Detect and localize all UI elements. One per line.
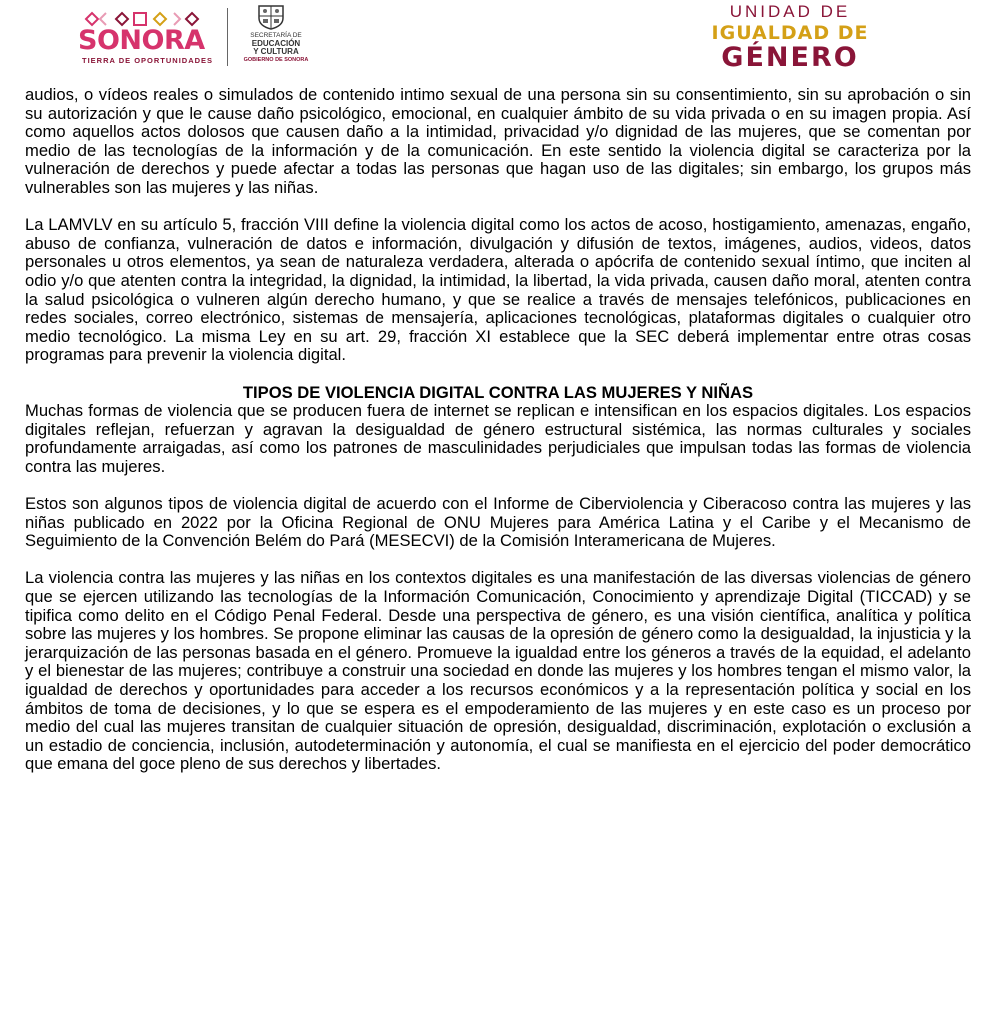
paragraph-spacer xyxy=(25,551,971,570)
paragraph-1: audios, o vídeos reales o simulados de contenido intimo sexual de una persona sin su consentimiento, sin su aprobación o sin su autorización y que le cause daño psicológico, emocional, en cualquier ámbito de su vida privada o en su imagen propia. Así como aquellos actos dolosos que causen daño a la intimidad, privacidad y/o dignidad de las mujeres, que se comentan por medio de las tecnologías de la información y de la comunicación. En este sentido la violencia digital se caracteriza por la vulneración de derechos y puede afectar a todas las personas que hagan uso de las digitales; sin embargo, los grupos más vulnerables son las mujeres y las niñas. xyxy=(25,85,971,197)
paragraph-5: La violencia contra las mujeres y las niñas en los contextos digitales es una manifestación de las diversas violencias de género que se ejercen utilizando las tecnologías de la Información Comunicación, Conocimiento y aprendizaje Digital (TICCAD) y se tipifica como delito en el Código Penal Federal. Desde una perspectiva de género, es una visión científica, analítica y política sobre las mujeres y los hombres. Se propone eliminar las causas de la opresión de género como la desigualdad, la injusticia y la jerarquización de las personas basada en el género. Promueve la igualdad entre los géneros a través de la equidad, el adelanto y el bienestar de las mujeres; contribuye a construir una sociedad en donde las mujeres y los hombres tengan el mismo valor, la igualdad de derechos y oportunidades para acceder a los recursos económicos y a la representación política y social en los ámbitos de toma de decisiones, y lo que se espera es el empoderamiento de las mujeres y en este caso es un proceso por medio del cual las mujeres transitan de cualquier situación de opresión, desigualdad, discriminación, explotación o exclusión a un estadio de conciencia, inclusión, autodeterminación y autonomía, el cual se manifiesta en el ejercicio del poder democrático que emana del goce pleno de sus derechos y libertades. xyxy=(25,568,971,774)
header-divider xyxy=(227,8,228,66)
sec-line-1: SECRETARÍA DE xyxy=(250,32,302,39)
paragraph-4: Estos son algunos tipos de violencia digital de acuerdo con el Informe de Ciberviolencia y Ciberacoso contra las mujeres y las niñas publicado en 2022 por la Oficina Regional de ONU Mujeres para América Latina y el Caribe y el Mecanismo de Seguimiento de la Convención Belém do Pará (MESECVI) de la Comisión Interamericana de Mujeres. xyxy=(25,494,971,551)
igualdad-genero-logo xyxy=(680,2,900,72)
paragraph-spacer xyxy=(25,365,971,384)
igualdad-logo-line-2: IGUALDAD DE xyxy=(711,22,869,44)
sec-line-2: EDUCACIÓN xyxy=(251,39,301,48)
sec-logo xyxy=(236,4,316,70)
paragraph-2: La LAMVLV en su artículo 5, fracción VIII define la violencia digital como los actos de acoso, hostigamiento, amenazas, engaño, abuso de confianza, vulneración de datos e información, divulgación y difusión de textos, imágenes, audios, videos, datos personales u otros elementos, ya sean de naturaleza verdadera, alterada o apócrifa de contenido sexual íntimo, que inciten al odio y/o que atenten contra la integridad, la dignidad, la intimidad, la libertad, la vida privada, causen daño moral, atenten contra la salud psicológica o vulneren algún derecho humano, y que se realice a través de mensajes telefónicos, publicaciones en redes sociales, correo electrónico, sistemas de mensajería, aplicaciones tecnológicas, plataformas digitales o cualquier otro medio tecnológico. La misma Ley en su art. 29, fracción XI establece que la SEC deberá implementar entre otras cosas programas para prevenir la violencia digital. xyxy=(25,215,971,365)
sonora-tagline: TIERRA DE OPORTUNIDADES xyxy=(82,56,214,65)
sec-line-3: Y CULTURA xyxy=(253,47,299,56)
paragraph-3: Muchas formas de violencia que se producen fuera de internet se replican e intensifican en los espacios digitales. Los espacios digitales reflejan, refuerzan y agravan la desigualdad de género estructural sistémica, las normas culturales y sociales profundamente arraigadas, así como los patrones de masculinidades perjudiciales que impulsan todas las formas de violencia contra las mujeres. xyxy=(25,401,971,476)
page-header xyxy=(0,0,997,78)
document-body xyxy=(25,86,971,774)
sonora-logo xyxy=(70,4,220,70)
igualdad-logo-line-3: GÉNERO xyxy=(721,42,859,73)
sec-gov-line: GOBIERNO DE SONORA xyxy=(243,57,309,63)
paragraph-spacer xyxy=(25,198,971,217)
state-shield-icon xyxy=(256,4,286,30)
section-heading: TIPOS DE VIOLENCIA DIGITAL CONTRA LAS MUJERES Y NIÑAS xyxy=(242,382,754,402)
sec-logo-text xyxy=(236,32,316,64)
sonora-wordmark: SONORA xyxy=(78,25,205,56)
paragraph-spacer xyxy=(25,476,971,495)
igualdad-logo-line-1: UNIDAD DE xyxy=(729,2,851,21)
